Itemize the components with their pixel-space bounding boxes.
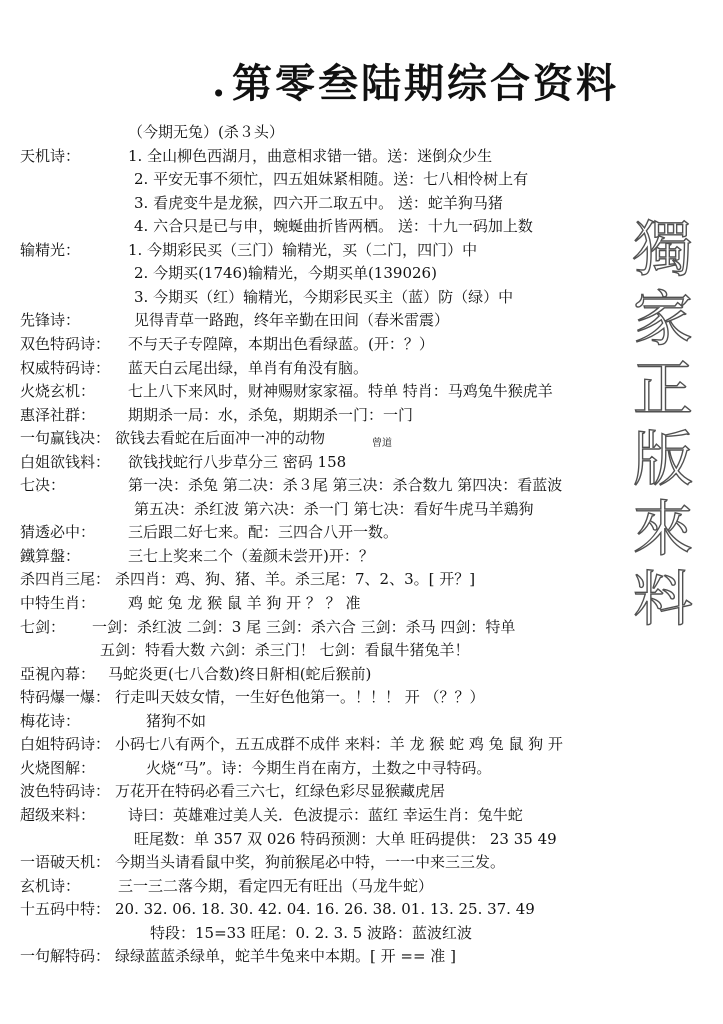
line-label: 火烧玄机： [20,382,96,401]
line-27 [0,756,723,780]
line-text: 3. 今期买（红）输精光，今期彩民买主（蓝）防（绿）中 [134,287,514,306]
line-25 [0,709,723,733]
line-17 [0,520,723,544]
line-text: 特段：15=33 旺尾：0. 2. 3. 5 波路：蓝波红波 [150,923,473,942]
line-13 [0,426,723,450]
line-29 [0,803,723,827]
line-text: 旺尾数：单 357 双 026 特码预测：大单 旺码提供： 23 35 49 [134,829,557,848]
line-15 [0,473,723,497]
line-label: 梅花诗： [20,711,81,730]
line-text: 七上八下来风时，财神赐财家家福。特单 特肖：马鸡兔牛猴虎羊 [128,382,553,401]
line-21 [0,615,723,639]
line-label: 白姐特码诗： [20,735,111,754]
line-label: 一语破天机： [20,853,111,872]
line-text: 第五决：杀红波 第六决：杀一门 第七决：看好牛虎马羊鶏狗 [134,499,534,518]
line-label: 惠泽社群： [20,405,96,424]
line-text: 1. 全山柳色西湖月，曲意相求错一错。送：迷倒众少生 [128,146,493,165]
line-28 [0,779,723,803]
line-text: 20. 32. 06. 18. 30. 42. 04. 16. 26. 38. 01. 13. 25. 37. 49 [115,900,535,919]
line-label: 七决： [20,476,66,495]
line-label: 七剑： [20,617,66,636]
watermark-char: 家 [633,285,693,355]
line-text: 蓝天白云尾出绿，单肖有角没有脑。 [128,358,369,377]
line-8 [0,308,723,332]
line-label: 玄机诗： [20,876,81,895]
line-label: 火烧图解： [20,758,96,777]
watermark-char: 版 [633,425,693,495]
line-11 [0,379,723,403]
line-24 [0,685,723,709]
line-text: 绿绿蓝蓝杀绿单，蛇羊牛兔来中本期。[ 开 == 准 ] [115,947,456,966]
line-label: 权威特码诗： [20,358,111,377]
line-label: 亞視內幕： [20,664,96,683]
line-text: 万花开在特码必看三六七，红绿色彩尽显猴藏虎居 [115,782,446,801]
line-text: 三后跟二好七来。配：三四合八开一数。 [128,523,399,542]
line-label: 双色特码诗： [20,334,111,353]
watermark-char: 料 [633,565,693,635]
line-20 [0,591,723,615]
line-text: 1. 今期彩民买（三门）输精光，买（二门，四门）中 [128,240,478,259]
line-text: 马蛇炎更(七八合数)终日鼾相(蛇后猴前) [108,664,372,683]
line-label: 特码爆一爆： [20,688,111,707]
line-26 [0,732,723,756]
line-text: 火烧“马”。诗：今期生肖在南方，土数之中寻特码。 [146,758,492,777]
line-14 [0,450,723,474]
line-35 [0,944,723,968]
line-32 [0,874,723,898]
line-label: 鐵算盤： [20,546,81,565]
line-text: 第一决：杀兔 第二决：杀３尾 第三决：杀合数九 第四决：看蓝波 [128,476,563,495]
line-subnote: 曾道 [372,438,392,450]
line-5 [0,238,723,262]
line-4 [0,214,723,238]
line-label: 先锋诗： [20,311,81,330]
line-text: 欲钱找蛇行八步草分三 密码 158 [128,452,347,471]
line-label: 超级来料： [20,805,96,824]
watermark-stamp [618,215,708,635]
line-label: 白姐欲钱料： [20,452,111,471]
line-label: 天机诗： [20,146,81,165]
line-7 [0,285,723,309]
line-text: 三七上奖来二个（羞颜未尝开)开：？ [128,546,374,565]
line-12 [0,403,723,427]
line-text: 见得青草一路跑，终年辛勤在田间（春米雷震） [134,311,450,330]
line-label: 输精光： [20,240,81,259]
line-18 [0,544,723,568]
line-text: 不与天子专隍障，本期出色看绿蓝。(开：？） [128,334,434,353]
line-text: 2. 平安无事不须忙，四五姐妹紧相随。送：七八相怜树上有 [134,170,529,189]
line-1 [0,144,723,168]
page-title: 第零叁陆期综合资料 [232,61,619,107]
line-16 [0,497,723,521]
line-text: 小码七八有两个，五五成群不成伴 来料：羊 龙 猴 蛇 鸡 兔 鼠 狗 开 [115,735,563,754]
line-text: 猪狗不如 [146,711,207,730]
line-10 [0,356,723,380]
line-text: 五剑：特看大数 六剑：杀三门！ 七剑：看鼠牛猪兔羊！ [100,641,470,660]
watermark-char: 來 [633,495,693,565]
line-text: 杀四肖：鸡、狗、猪、羊。杀三尾：7、2、3。[ 开？] [115,570,476,589]
line-label: 猜透必中： [20,523,96,542]
line-text: 欲钱去看蛇在后面冲一冲的动物 [115,429,326,448]
line-2 [0,167,723,191]
line-text: 今期当头请看鼠中奖，狗前猴尾必中特，一一中来三三发。 [115,853,506,872]
line-9 [0,332,723,356]
line-6 [0,261,723,285]
line-label: 波色特码诗： [20,782,111,801]
line-label: 杀四肖三尾： [20,570,111,589]
line-text: 2. 今期买(1746)输精光，今期买单(139026) [134,264,437,283]
line-34 [0,921,723,945]
line-label: 十五码中特： [20,900,111,919]
watermark-char: 獨 [633,215,693,285]
line-text: 4. 六合只是已与申，蜿蜒曲折皆两栖。 送：十九一码加上数 [134,217,533,236]
line-19 [0,567,723,591]
line-text: 行走叫天妓女情，一生好色他第一。！！！ 开 （？？） [115,688,485,707]
line-3 [0,191,723,215]
line-text: 3. 看虎变牛是龙猴，四六开二取五中。 送：蛇羊狗马猪 [134,193,503,212]
line-text: 三一三二落今期，看定四无有旺出（马龙牛蛇） [118,876,434,895]
line-text: （今期无兔）(杀３头） [128,123,284,141]
line-0 [0,120,723,144]
watermark-char: 正 [633,355,693,425]
line-30 [0,827,723,851]
line-23 [0,662,723,686]
line-label: 一句解特码： [20,947,111,966]
line-text: 一剑：杀红波 二剑：3 尾 三剑：杀六合 三剑：杀马 四剑：特单 [92,617,516,636]
line-label: 中特生肖： [20,594,96,612]
line-22 [0,638,723,662]
title-dot: . [212,60,226,105]
line-text: 诗曰：英雄难过美人关．色波提示：蓝红 幸运生肖：兔牛蛇 [128,805,523,824]
line-text: 鸡 蛇 兔 龙 猴 鼠 羊 狗 开 ？ ？ 准 [128,594,361,612]
line-text: 期期杀一局：水，杀兔，期期杀一门：一门 [128,405,414,424]
line-label: 一句赢钱决： [20,429,111,448]
line-33 [0,897,723,921]
line-31 [0,850,723,874]
